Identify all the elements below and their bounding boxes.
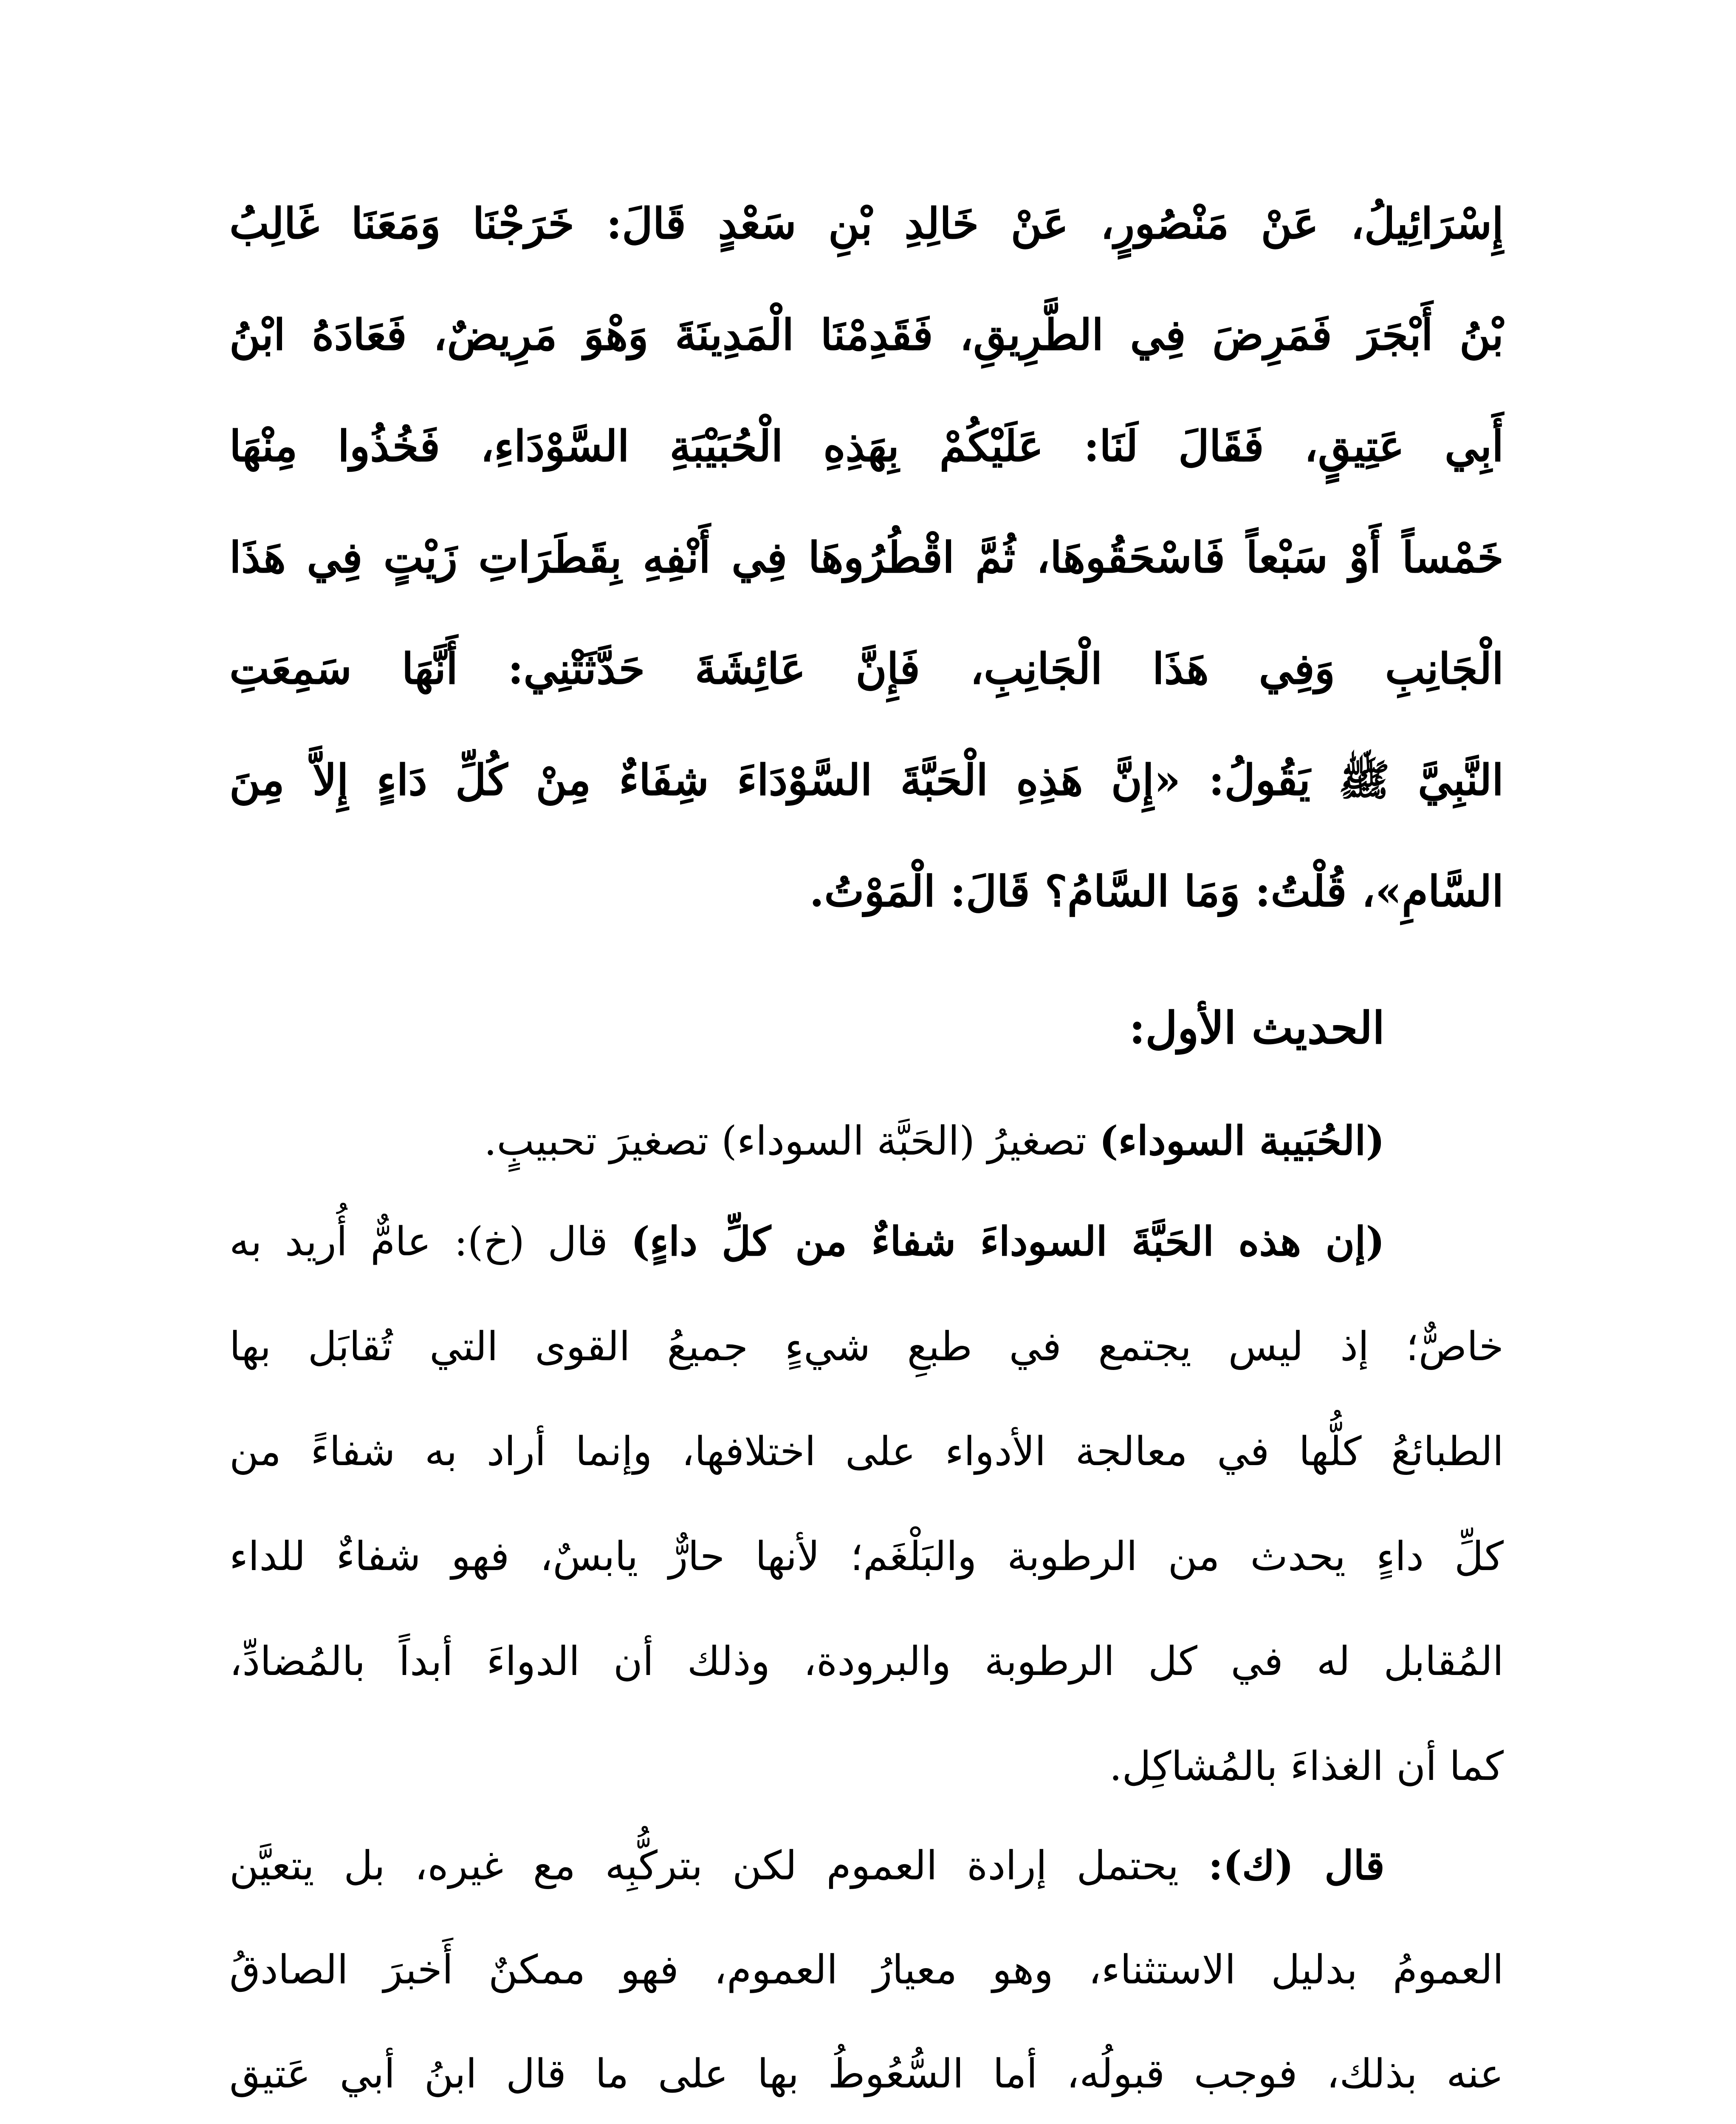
paragraph-line: الطبائعُ كلُّها في معالجة الأدواء على اختلافها، وإنما أراد به شفاءً من <box>229 1429 1504 1475</box>
paragraph-line: كما أن الغذاءَ بالمُشاكِل. <box>1109 1743 1504 1790</box>
commentary-paragraph-1 <box>229 1092 1385 1190</box>
section-heading: الحديث الأول: <box>1129 1002 1385 1054</box>
hadith-line: أَبِي عَتِيقٍ، فَقَالَ لَنَا: عَلَيْكُمْ بِهَذِهِ الْحُبَيْبَةِ السَّوْدَاءِ، فَخُذُوا مِنْهَا <box>229 421 1504 471</box>
paragraph-line: خاصٌّ؛ إذ ليس يجتمع في طبعِ شيءٍ جميعُ القوى التي تُقابَل بها <box>229 1324 1504 1370</box>
hadith-line: خَمْساً أَوْ سَبْعاً فَاسْحَقُوهَا، ثُمَّ اقْطُرُوهَا فِي أَنْفِهِ بِقَطَرَاتِ زَيْتٍ فِي هَذَا <box>229 532 1504 582</box>
paragraph-text: تصغيرُ (الحَبَّة السوداء) تصغيرَ تحبيبٍ. <box>484 1118 1100 1164</box>
paragraph-line <box>229 1814 1504 1918</box>
bold-term: قال (ك): <box>1208 1842 1385 1889</box>
paragraph-text: يحتمل إرادة العموم لكن بتركُّبِه مع غيره، بل يتعيَّن <box>229 1843 1208 1889</box>
paragraph-line: كلِّ داءٍ يحدث من الرطوبة والبَلْغَم؛ لأنها حارٌّ يابسٌ، فهو شفاءٌ للداء <box>229 1534 1504 1580</box>
bold-term: (الحُبَيبة السوداء) <box>1099 1118 1385 1164</box>
paragraph-line: عنه بذلك، فوجب قبولُه، أما السُّعُوطُ بها على ما قال ابنُ أبي عَتيق <box>229 2051 1504 2097</box>
bold-term: (إن هذه الحَبَّةَ السوداءَ شفاءٌ من كلِّ داءٍ) <box>631 1218 1385 1265</box>
hadith-line: السَّامِ»، قُلْتُ: وَمَا السَّامُ؟ قَالَ: الْمَوْتُ. <box>809 866 1504 916</box>
paragraph-line: العمومُ بدليل الاستثناء، وهو معيارُ العموم، فهو ممكنٌ أَخبرَ الصادقُ <box>229 1947 1504 1993</box>
paragraph-line <box>229 1189 1504 1294</box>
hadith-line: بْنُ أَبْجَرَ فَمَرِضَ فِي الطَّرِيقِ، فَقَدِمْنَا الْمَدِينَةَ وَهْوَ مَرِيضٌ، فَعَادَهُ ابْنُ <box>229 310 1504 360</box>
commentary-paragraph-2 <box>229 1189 1504 1819</box>
hadith-line: إِسْرَائِيلُ، عَنْ مَنْصُورٍ، عَنْ خَالِدِ بْنِ سَعْدٍ قَالَ: خَرَجْنَا وَمَعَنَا غَالِبُ <box>229 198 1504 249</box>
paragraph-line <box>229 1092 1385 1190</box>
hadith-line: النَّبِيَّ ﷺ يَقُولُ: «إِنَّ هَذِهِ الْحَبَّةَ السَّوْدَاءَ شِفَاءٌ مِنْ كُلِّ دَاءٍ إِلاَّ مِنَ <box>229 755 1504 805</box>
paragraph-line: المُقابل له في كل الرطوبة والبرودة، وذلك أن الدواءَ أبداً بالمُضادِّ، <box>229 1638 1504 1685</box>
commentary-paragraph-3 <box>229 1814 1504 2124</box>
hadith-line: الْجَانِبِ وَفِي هَذَا الْجَانِبِ، فَإِنَّ عَائِشَةَ حَدَّثَتْنِي: أَنَّهَا سَمِعَتِ <box>229 644 1504 694</box>
hadith-text <box>229 168 1504 947</box>
paragraph-text: قال (خ): عامٌّ أُريد به <box>229 1219 631 1265</box>
